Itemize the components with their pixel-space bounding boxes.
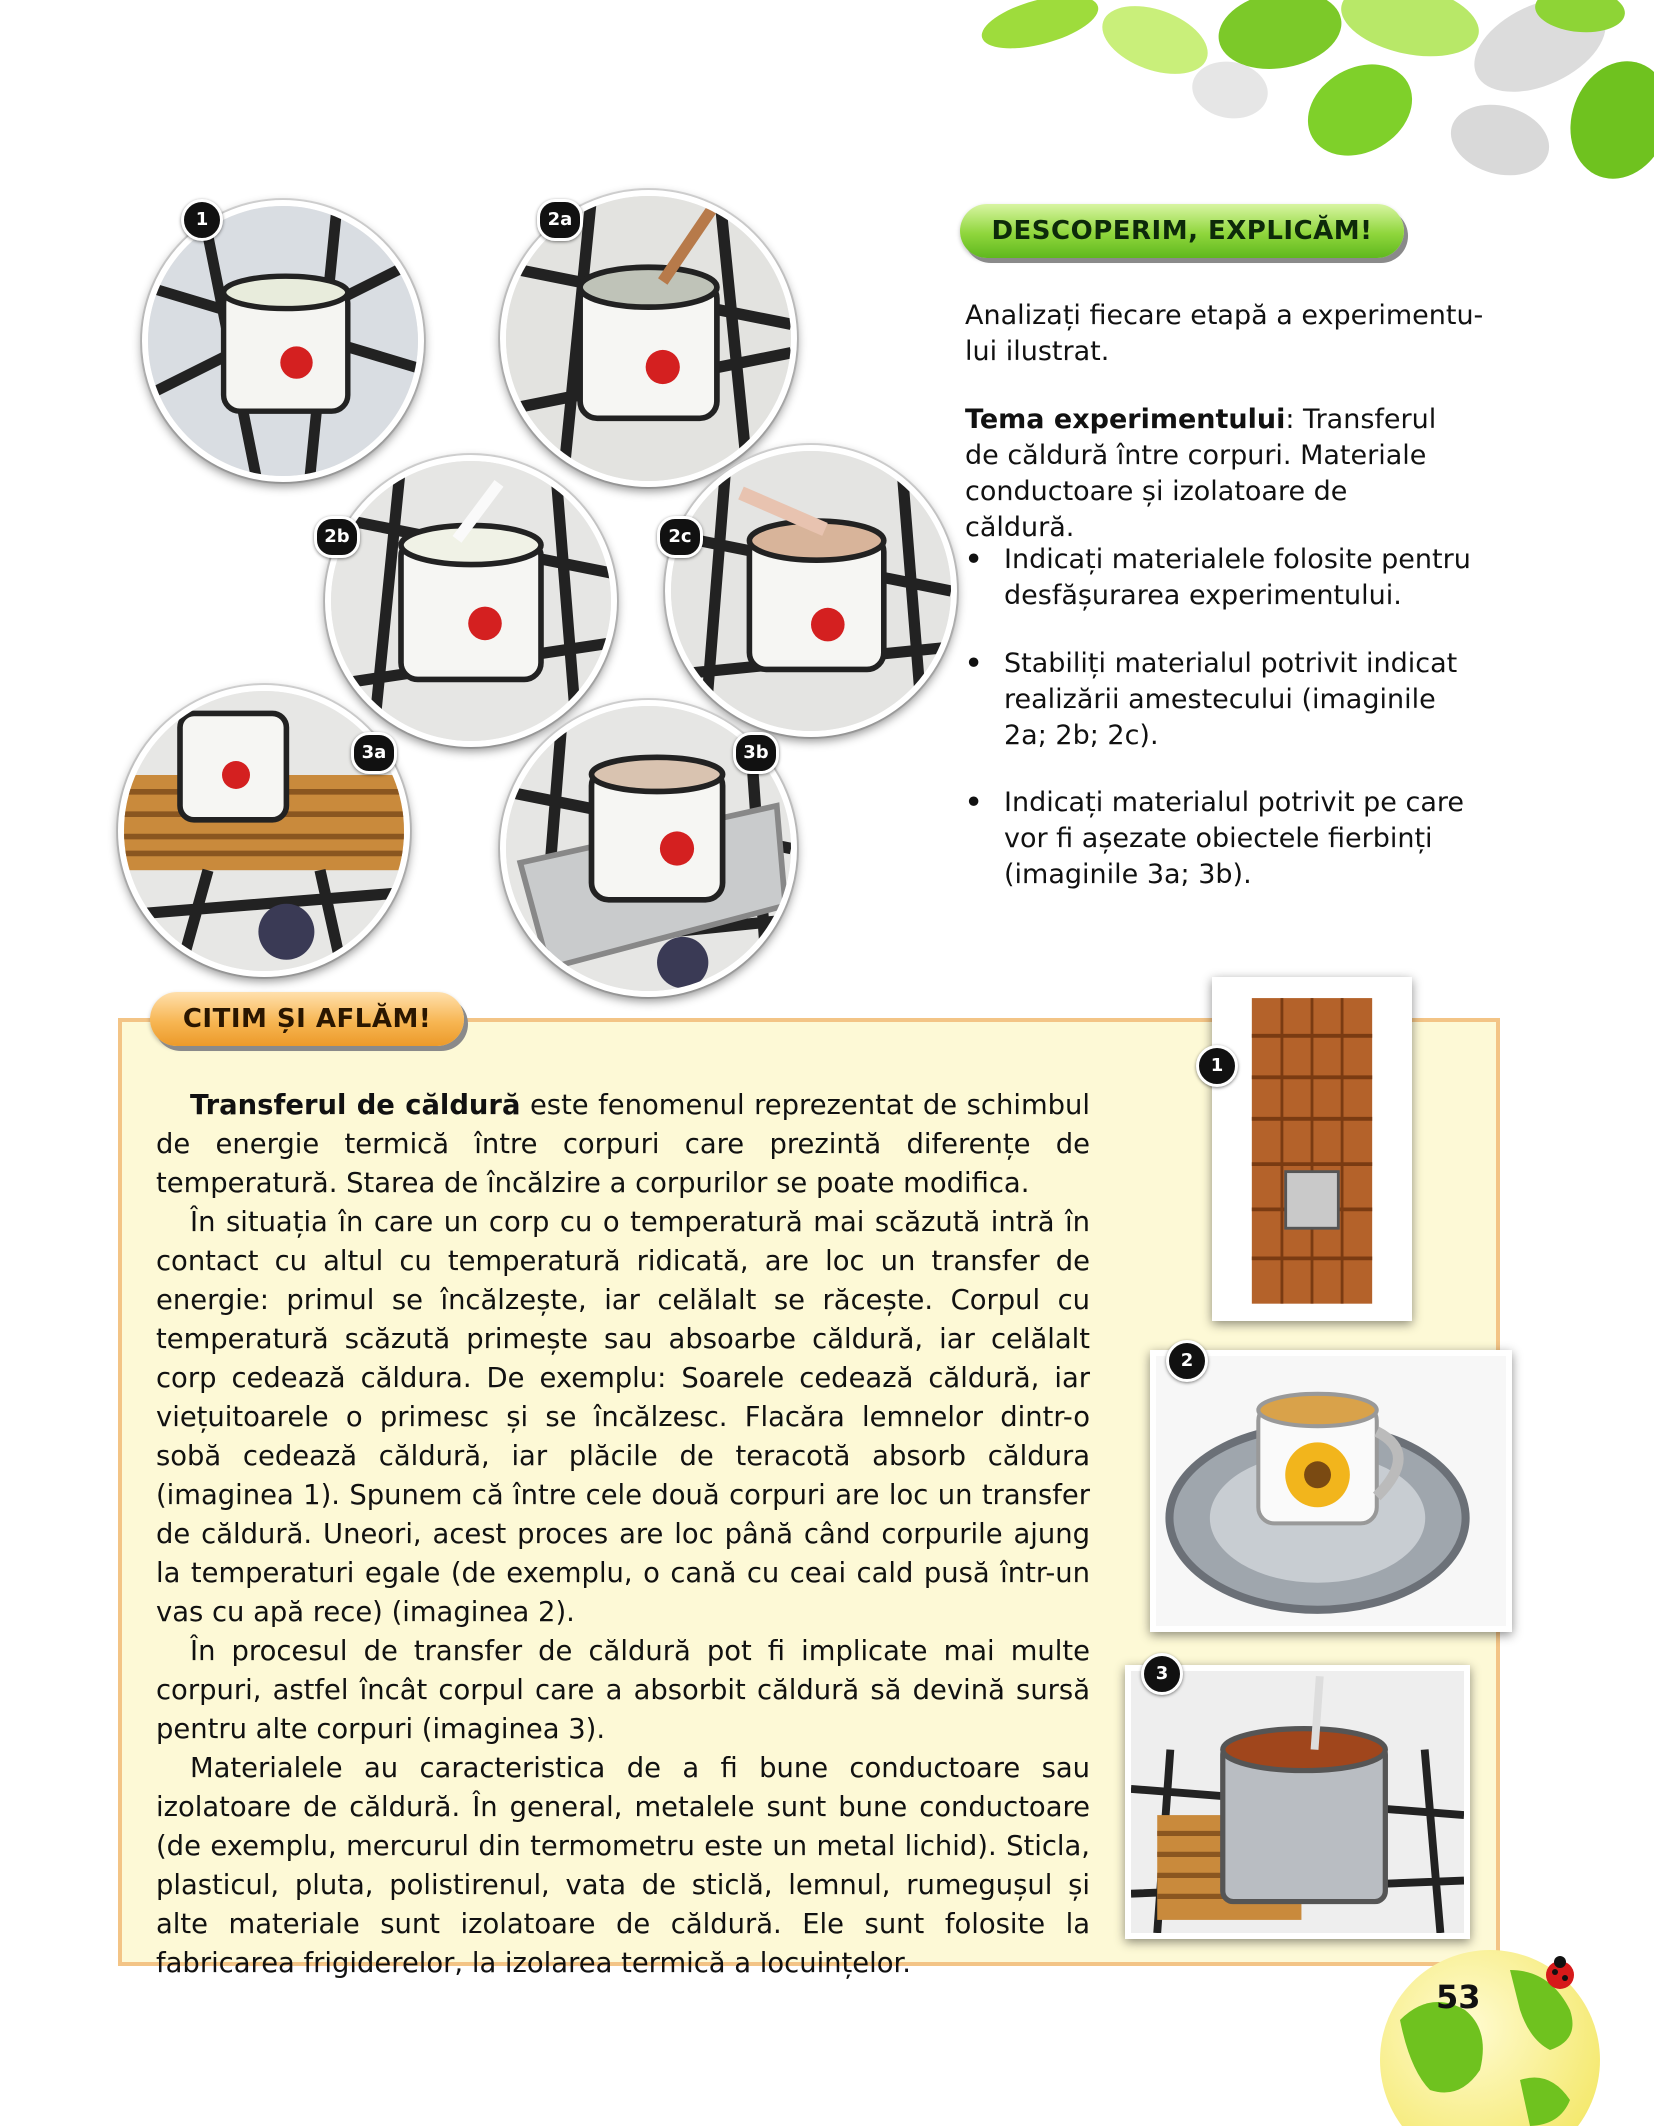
bullet-dot: • <box>965 787 983 818</box>
globe-decoration <box>1370 1930 1600 2126</box>
experiment-badge-3a: 3a <box>351 732 397 774</box>
bullet-text: Indicați materialul potrivit pe care vor fi așezate obiectele fierbinți (imaginile 3a; 3b). <box>1004 787 1465 890</box>
reading-paragraph-2: În situația în care un corp cu o temperatură mai scăzută intră în contact cu altul cu temperatură ridicată, are loc un transfer de energie: primul se încălzește, iar celălalt se răcește. Corpul cu temperatură scăzută primește sau absoarbe căldură, iar celălalt corp cedează căldura. De exemplu: Soarele cedează căldură, iar viețuitoarele o primesc și se încălzesc. Flacăra lemnelor dintr-o sobă cedează căldură, iar plăcile de teracotă absorb căldura (imaginea 1). Spunem că între cele două corpuri are loc un transfer de căldură. Uneori, acest proces are loc până când corpurile ajung la temperaturi egale (de exemplu, o cană cu ceai cald pusă într-un vas cu apă rece) (imaginea 2). <box>156 1207 1090 1628</box>
photo-badge-1: 1 <box>1196 1045 1238 1087</box>
reading-paragraph-4: Materialele au caracteristica de a fi bune conductoare sau izolatoare de căldură. În general, metalele sunt bune conductoare (de exemplu, mercurul din termometru este un metal lichid). Sticla, plasticul, pluta, polistirenul, vata de sticlă, lemnul, rumegușul și alte materiale sunt izolatoare de căldură. Ele sunt folosite la fabricarea frigiderelor, la izolarea termică a locuințelor. <box>156 1753 1090 1979</box>
bullet-text: Stabiliți materialul potrivit indicat realizării amestecului (imaginile 2a; 2b; 2c). <box>1004 648 1458 751</box>
photo-tile-stove <box>1212 977 1412 1321</box>
reading-paragraph-3: În procesul de transfer de căldură pot fi implicate mai multe corpuri, astfel încât corpul care a absorbit căldură să devină sursă pentru alte corpuri (imaginea 3). <box>156 1636 1090 1745</box>
reading-text <box>156 1086 1090 1983</box>
bullet-dot: • <box>965 648 983 679</box>
descoperim-header: DESCOPERIM, EXPLICĂM! <box>960 204 1404 258</box>
experiment-badge-2b: 2b <box>314 516 360 558</box>
photo-tile-pot <box>1125 1665 1470 1939</box>
theme-text: : Transferul de căldură între corpuri. Materiale conductoare și izolatoare de căldură. <box>965 404 1437 543</box>
experiment-badge-2c: 2c <box>657 516 703 558</box>
citim-header: CITIM ȘI AFLĂM! <box>150 992 464 1046</box>
experiment-photo-2b <box>325 455 617 747</box>
photo-tile-tea <box>1150 1350 1512 1632</box>
reading-p1-rest: este fenomenul reprezentat de schimbul de energie termică între corpuri care prezintă diferențe de temperatură. Starea de încălzire a corpurilor se poate modifica. <box>156 1090 1091 1199</box>
page-number: 53 <box>1436 1978 1481 2016</box>
experiment-photo-3a <box>118 685 410 977</box>
experiment-theme <box>965 402 1465 546</box>
reading-paragraph-1 <box>156 1086 1090 1203</box>
experiment-photo-1 <box>142 200 424 482</box>
photo-badge-2: 2 <box>1166 1340 1208 1382</box>
experiment-badge-2a: 2a <box>537 199 583 241</box>
experiment-badge-3b: 3b <box>733 732 779 774</box>
descoperim-intro: Analizați fiecare etapă a experimentu-lui ilustrat. <box>965 300 1484 367</box>
theme-label: Tema experimentului <box>965 404 1286 435</box>
experiment-badge-1: 1 <box>181 199 223 241</box>
experiment-photo-2c <box>665 445 957 737</box>
photo-badge-3: 3 <box>1141 1653 1183 1695</box>
heat-transfer-term: Transferul de căldură <box>190 1090 521 1121</box>
bullet-text: Indicați materialele folosite pentru desfășurarea experimentului. <box>1004 544 1471 611</box>
leaves-decoration <box>980 0 1654 190</box>
bullet-dot: • <box>965 544 983 575</box>
